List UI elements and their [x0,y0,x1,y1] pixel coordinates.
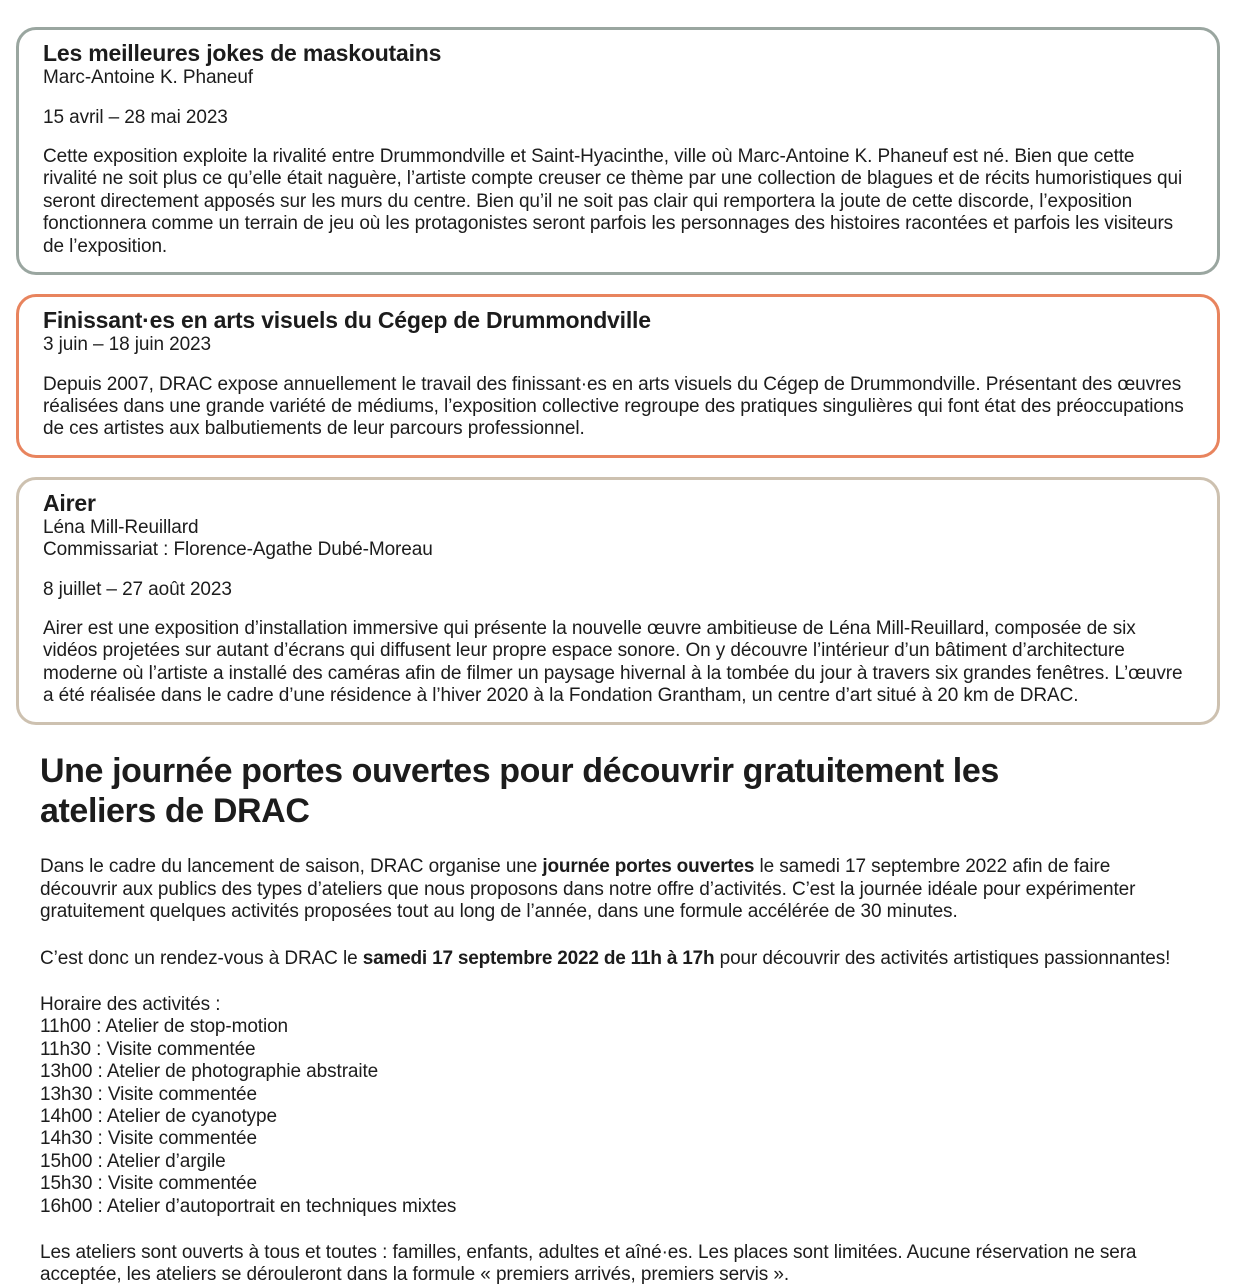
exhibition-card-airer [16,477,1220,725]
exhibition-artist: Léna Mill-Reuillard [43,516,199,538]
schedule-item-14h30: 14h30 : Visite commentée [40,1128,257,1150]
exhibition-dates: 3 juin – 18 juin 2023 [43,334,211,356]
exhibition-description: Depuis 2007, DRAC expose annuellement le travail des finissant·es en arts visuels du Cégep de Drummondville. Présentant des œuvres réalisées dans une grande variété de médiums, l’exposition collective regroupe des pratiques singulières qui font état des préoccupations de ces artistes aux balbutiements de leur parcours professionnel. [43,373,1184,440]
rendezvous-text-after: pour découvrir des activités artistiques passionnantes! [714,947,1171,969]
exhibition-title: Finissant·es en arts visuels du Cégep de Drummondville [43,306,651,333]
exhibition-description: Airer est une exposition d’installation immersive qui présente la nouvelle œuvre ambitieuse de Léna Mill-Reuillard, composée de six vidéos projetées sur autant d’écrans qui diffusent leur propre espace sonore. On y découvre l’intérieur d’un bâtiment d’architecture moderne où l’artiste a installé des caméras afin de filmer un paysage hivernal à la tombée du jour à travers six grandes fenêtres. L’œuvre a été réalisée dans le cadre d’une résidence à l’hiver 2020 à la Fondation Grantham, un centre d’art situé à 20 km de DRAC. [43,618,1183,707]
exhibition-title: Airer [43,489,96,516]
open-day-heading: Une journée portes ouvertes pour découvrir gratuitement les ateliers de DRAC [40,751,999,831]
schedule-item-16h00: 16h00 : Atelier d’autoportrait en techniques mixtes [40,1195,457,1217]
intro-bold-journee-portes-ouvertes: journée portes ouvertes [542,856,755,878]
exhibition-curator: Commissariat : Florence-Agathe Dubé-Moreau [43,539,433,561]
exhibition-card-finissants-cegep [16,294,1220,458]
schedule-item-15h30: 15h30 : Visite commentée [40,1173,257,1195]
intro-text-after: le samedi 17 septembre 2022 afin de faire découvrir aux publics des types d’ateliers que nous proposons dans notre offre d’activités. C’est la journée idéale pour expérimenter gratuitement quelques activités proposées tout au long de l’année, dans une formule accélérée de 30 minutes. [40,856,1136,923]
intro-text-before: Dans le cadre du lancement de saison, DRAC organise une [40,856,543,878]
schedule-heading: Horaire des activités : [40,993,221,1015]
schedule-item-11h30: 11h30 : Visite commentée [40,1038,256,1060]
open-day-section [0,751,1236,1287]
open-day-intro-paragraph [40,856,1175,923]
exhibition-description: Cette exposition exploite la rivalité entre Drummondville et Saint-Hyacinthe, ville où Marc-Antoine K. Phaneuf est né. Bien que cette rivalité ne soit plus ce qu’elle était naguère, l’artiste compte creuser ce thème par une collection de blagues et de récits humoristiques qui seront directement apposés sur les murs du centre. Bien qu’il ne soit pas clair qui remportera la joute de cette discorde, l’exposition fonctionnera comme un terrain de jeu où les protagonistes seront parfois les personnages des histoires racontées et parfois les visiteurs de l’exposition. [43,145,1183,257]
rendezvous-text-before: C’est donc un rendez-vous à DRAC le [40,947,363,969]
activity-schedule [40,994,1190,1218]
schedule-item-13h00: 13h00 : Atelier de photographie abstraite [40,1061,379,1083]
open-day-rendezvous-paragraph [40,948,1175,970]
schedule-item-15h00: 15h00 : Atelier d’argile [40,1150,226,1172]
schedule-item-13h30: 13h30 : Visite commentée [40,1083,257,1105]
exhibition-title: Les meilleures jokes de maskoutains [43,40,442,66]
exhibition-card-jokes-maskoutains [16,27,1220,275]
exhibition-dates: 8 juillet – 27 août 2023 [43,578,232,600]
schedule-item-14h00: 14h00 : Atelier de cyanotype [40,1105,277,1127]
exhibition-dates: 15 avril – 28 mai 2023 [43,106,228,128]
schedule-item-11h00: 11h00 : Atelier de stop-motion [40,1016,289,1038]
open-day-notes-paragraph: Les ateliers sont ouverts à tous et toutes : familles, enfants, adultes et aîné·es. Les places sont limitées. Aucune réservation ne sera acceptée, les ateliers se dérouleront dans la formule « premiers arrivés, premiers servis ». [40,1241,1137,1286]
exhibition-artist: Marc-Antoine K. Phaneuf [43,67,253,89]
rendezvous-bold-date: samedi 17 septembre 2022 de 11h à 17h [362,947,715,969]
